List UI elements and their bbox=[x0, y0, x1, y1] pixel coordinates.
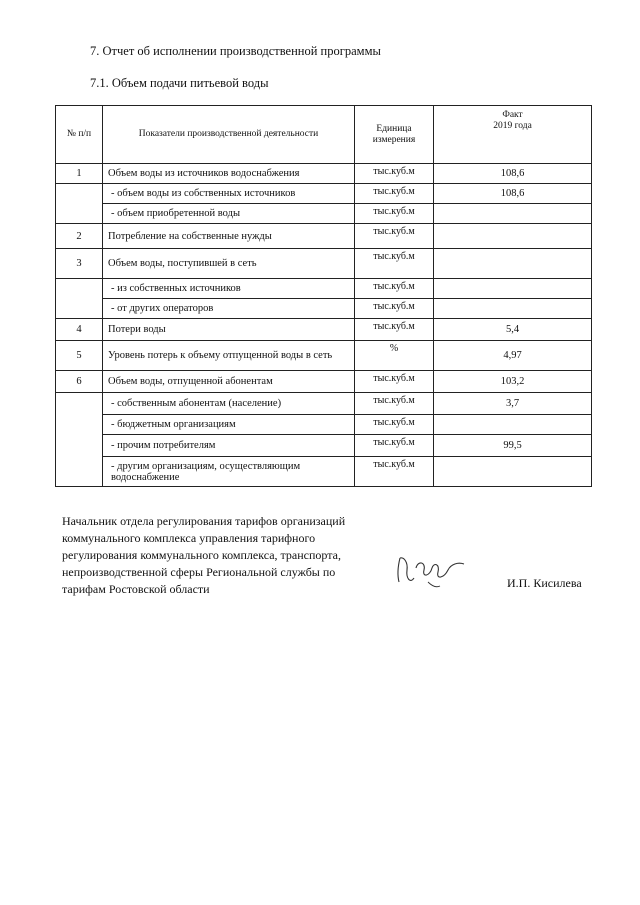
row-indicator: - объем воды из собственных источников bbox=[103, 184, 355, 204]
row-indicator: - из собственных источников bbox=[103, 279, 355, 299]
row-unit: тыс.куб.м bbox=[355, 371, 434, 393]
row-indicator: Объем воды, отпущенной абонентам bbox=[103, 371, 355, 393]
row-unit: тыс.куб.м bbox=[355, 415, 434, 435]
signature-line: регулирования коммунального комплекса, транспорта, bbox=[62, 548, 341, 562]
table-row bbox=[56, 224, 592, 249]
row-indicator: - объем приобретенной воды bbox=[103, 204, 355, 224]
row-num: 4 bbox=[56, 319, 103, 341]
row-num: 3 bbox=[56, 249, 103, 279]
signer-name: И.П. Кисилева bbox=[507, 576, 582, 590]
row-unit: тыс.куб.м bbox=[355, 204, 434, 224]
table-row bbox=[56, 393, 592, 415]
row-indicator: Объем воды, поступившей в сеть bbox=[103, 249, 355, 279]
row-indicator: Потери воды bbox=[103, 319, 355, 341]
table-header-row bbox=[56, 106, 592, 164]
header-unit-line1: Единица bbox=[376, 123, 412, 134]
signature-line: тарифам Ростовской области bbox=[62, 582, 210, 596]
row-num bbox=[56, 393, 103, 487]
signature-block-title bbox=[62, 513, 382, 598]
row-num: 1 bbox=[56, 164, 103, 184]
row-unit: тыс.куб.м bbox=[355, 164, 434, 184]
row-indicator: - прочим потребителям bbox=[103, 435, 355, 457]
row-unit: тыс.куб.м bbox=[355, 224, 434, 249]
row-indicator: Объем воды из источников водоснабжения bbox=[103, 164, 355, 184]
header-fact bbox=[434, 106, 592, 164]
row-indicator: Уровень потерь к объему отпущенной воды в сеть bbox=[103, 341, 355, 371]
header-unit-line2: измерения bbox=[372, 134, 416, 145]
row-fact bbox=[434, 279, 592, 299]
row-unit: тыс.куб.м bbox=[355, 299, 434, 319]
subsection-title: 7.1. Объем подачи питьевой воды bbox=[90, 76, 269, 90]
row-fact bbox=[434, 299, 592, 319]
table-row bbox=[56, 204, 592, 224]
row-unit: тыс.куб.м bbox=[355, 279, 434, 299]
table-row bbox=[56, 319, 592, 341]
row-fact: 108,6 bbox=[434, 184, 592, 204]
row-unit: тыс.куб.м bbox=[355, 435, 434, 457]
row-indicator: Потребление на собственные нужды bbox=[103, 224, 355, 249]
row-indicator: - от других операторов bbox=[103, 299, 355, 319]
row-fact: 3,7 bbox=[434, 393, 592, 415]
row-fact bbox=[434, 249, 592, 279]
table-row bbox=[56, 184, 592, 204]
table-row bbox=[56, 341, 592, 371]
section-title: 7. Отчет об исполнении производственной программы bbox=[90, 44, 381, 58]
row-num: 6 bbox=[56, 371, 103, 393]
row-unit: тыс.куб.м bbox=[355, 319, 434, 341]
row-num bbox=[56, 184, 103, 224]
row-fact bbox=[434, 415, 592, 435]
row-fact bbox=[434, 457, 592, 487]
handwritten-signature bbox=[388, 548, 468, 592]
header-unit bbox=[355, 106, 434, 164]
row-num: 5 bbox=[56, 341, 103, 371]
row-fact bbox=[434, 224, 592, 249]
header-indicator: Показатели производственной деятельности bbox=[103, 106, 355, 164]
row-unit: тыс.куб.м bbox=[355, 249, 434, 279]
water-supply-table bbox=[55, 105, 592, 487]
table-row bbox=[56, 279, 592, 299]
table-row bbox=[56, 435, 592, 457]
row-fact bbox=[434, 204, 592, 224]
row-fact: 5,4 bbox=[434, 319, 592, 341]
row-num bbox=[56, 279, 103, 319]
row-fact: 108,6 bbox=[434, 164, 592, 184]
row-indicator: - бюджетным организациям bbox=[103, 415, 355, 435]
row-unit: тыс.куб.м bbox=[355, 184, 434, 204]
signature-line: коммунального комплекса управления тарифного bbox=[62, 531, 316, 545]
table-row bbox=[56, 457, 592, 487]
row-fact: 4,97 bbox=[434, 341, 592, 371]
table-row bbox=[56, 299, 592, 319]
signature-line: непроизводственной сферы Региональной службы по bbox=[62, 565, 336, 579]
signature-line: Начальник отдела регулирования тарифов организаций bbox=[62, 514, 346, 528]
header-num: № п/п bbox=[56, 106, 103, 164]
table-row bbox=[56, 164, 592, 184]
row-indicator: - другим организациям, осуществляющим водоснабжение bbox=[103, 457, 355, 487]
row-indicator: - собственным абонентам (население) bbox=[103, 393, 355, 415]
header-fact-line2: 2019 года bbox=[493, 121, 532, 131]
row-unit: тыс.куб.м bbox=[355, 393, 434, 415]
row-fact: 99,5 bbox=[434, 435, 592, 457]
table-row bbox=[56, 371, 592, 393]
table-row bbox=[56, 415, 592, 435]
table-row bbox=[56, 249, 592, 279]
row-unit: % bbox=[355, 341, 434, 371]
row-fact: 103,2 bbox=[434, 371, 592, 393]
row-unit: тыс.куб.м bbox=[355, 457, 434, 487]
header-fact-line1: Факт bbox=[502, 110, 523, 120]
row-num: 2 bbox=[56, 224, 103, 249]
